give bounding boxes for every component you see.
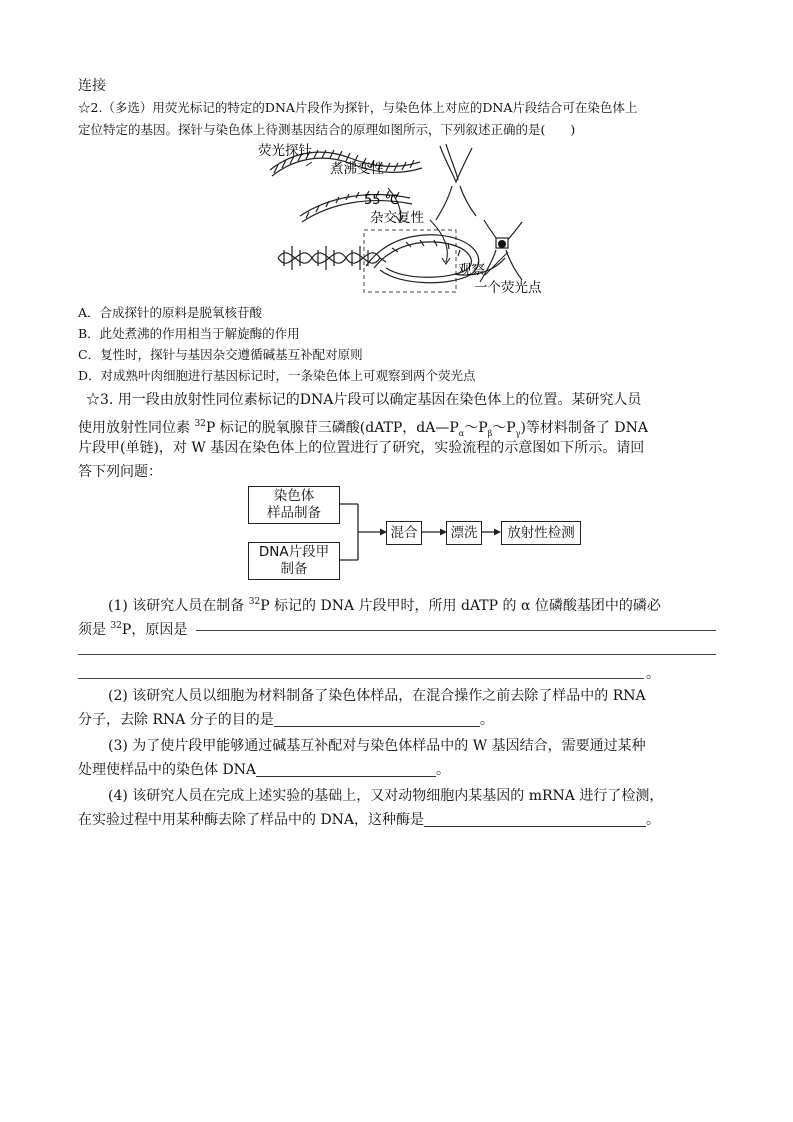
q2-stem-line1: ☆2.（多选）用荧光标记的特定的DNA片段作为探针，与染色体上对应的DNA片段结合可在染色体上 <box>78 100 638 115</box>
q3-sub1-answer-line2[interactable] <box>78 654 716 655</box>
q3-stem-line2: 使用放射性同位素 $^{32}$P 标记的脱氧腺苷三磷酸(dATP，$dA—P_\alpha\sim P_\beta\sim P_\gamma$)等材料制备了 DNA <box>78 419 648 438</box>
q2-option-a: A．合成探针的原料是脱氧核苷酸 <box>78 305 263 320</box>
q2-option-d: D．对成熟叶肉细胞进行基因标记时，一条染色体上可观察到两个荧光点 <box>78 368 476 383</box>
fluorescent-spot-icon <box>498 240 506 248</box>
label-boil: 煮沸变性 <box>330 161 384 177</box>
q3-sub2-line2: 分子，去除 RNA 分子的目的是 。 <box>78 712 494 728</box>
flow-box-rinse: 漂洗 <box>446 521 482 545</box>
label-temp: 55 ℃ <box>364 193 400 208</box>
label-observe: 观察 <box>458 262 485 278</box>
flow-box-radio-detect: 放射性检测 <box>501 521 581 545</box>
q3-stem-line1: ☆3. 用一段由放射性同位素标记的DNA片段可以确定基因在染色体上的位置。某研究人员 <box>86 392 642 408</box>
q2-option-c: C．复性时，探针与基因杂交遵循碱基互补配对原则 <box>78 347 363 362</box>
chromosome-top <box>436 144 476 220</box>
q3-sub4-line2: 在实验过程中用某种酶去除了样品中的 DNA，这种酶是 。 <box>78 812 661 828</box>
flow-box-mix: 混合 <box>386 521 422 545</box>
q2-option-b: B．此处煮沸的作用相当于解旋酶的作用 <box>78 326 300 341</box>
q3-sub3-line2: 处理使样品中的染色体 DNA 。 <box>78 762 451 778</box>
label-one-spot: 一个荧光点 <box>474 280 542 296</box>
chromosome-helix <box>278 246 380 270</box>
q3-sub3-line1: (3) 为了使片段甲能够通过碱基互补配对与染色体样品中的 W 基因结合，需要通过某种 <box>108 738 646 754</box>
label-renature: 杂交复性 <box>370 210 424 226</box>
probe-hybridization-figure <box>258 140 570 298</box>
chromosome-labeled <box>480 220 522 282</box>
q3-sub1-answer-line1[interactable] <box>196 630 716 631</box>
q3-sub4-line1: (4) 该研究人员在完成上述实验的基础上，又对动物细胞内某基因的 mRNA 进行了检测， <box>108 788 664 804</box>
q3-sub3-answer-blank[interactable] <box>256 762 436 777</box>
q3-sub1-line2: 须是 $^{32}$P，原因是 <box>78 621 188 638</box>
q3-sub4-answer-blank[interactable] <box>424 812 646 827</box>
q3-stem-line4: 答下列问题： <box>78 464 162 480</box>
q3-sub2-line1: (2) 该研究人员以细胞为材料制备了染色体样品，在混合操作之前去除了样品中的 RNA <box>108 688 646 704</box>
q3-sub1-line1: (1) 该研究人员在制备 $^{32}$P 标记的 DNA 片段甲时，所用 dATP 的 α 位磷酸基团中的磷必 <box>108 597 661 614</box>
flow-box-dna-prep: DNA片段甲 制备 <box>248 542 340 580</box>
top-word: 连接 <box>78 78 106 94</box>
q2-stem-line2: 定位特定的基因。探针与染色体上待测基因结合的原理如图所示，下列叙述正确的是( ) <box>78 122 576 137</box>
q3-sub1-period: 。 <box>646 666 660 682</box>
q3-sub2-answer-blank[interactable] <box>274 712 480 727</box>
flow-box-chromosome-prep: 染色体 样品制备 <box>248 486 340 524</box>
label-probe: 荧光探针 <box>258 143 312 159</box>
q3-stem-line3: 片段甲(单链)，对 W 基因在染色体上的位置进行了研究，实验流程的示意图如下所示。请回 <box>78 440 645 456</box>
q3-sub1-answer-line3[interactable] <box>78 678 644 679</box>
